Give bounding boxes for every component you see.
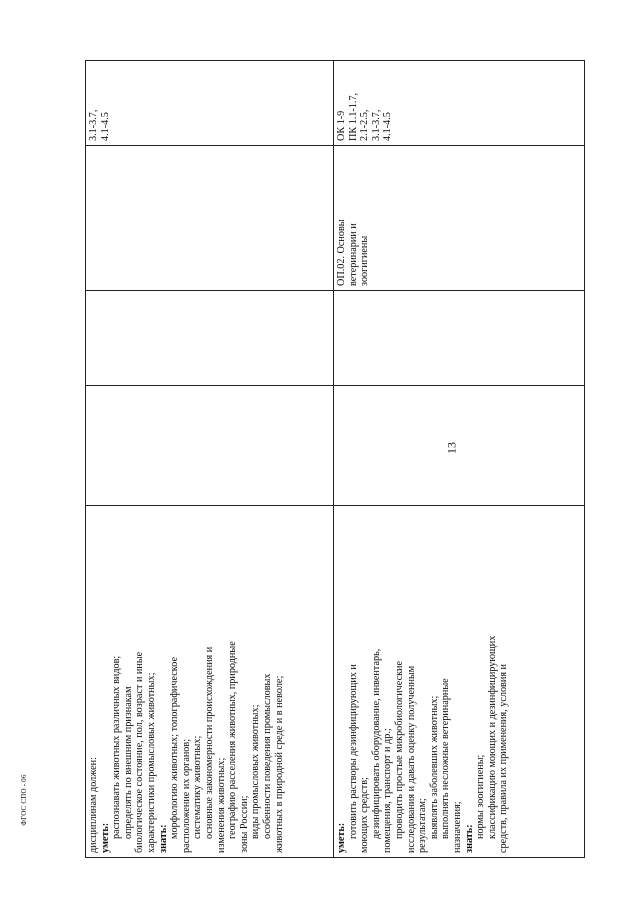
table-divider-horizontal (85, 290, 585, 291)
competency-line: 2.1-2.5, (359, 109, 371, 141)
row1-competencies (88, 61, 111, 141)
competency-line: ОК 1-9 (336, 110, 347, 141)
table-divider-horizontal (85, 385, 585, 386)
content-line: виды промысловых животных; (250, 704, 262, 839)
content-line: моющих средств; (359, 777, 371, 853)
competency-line: 4.1-4.5 (99, 112, 111, 141)
row2-content (336, 508, 510, 853)
table-divider-vertical (333, 60, 334, 858)
content-line: географию расселения животных, природные (227, 641, 239, 839)
content-line: морфологию животных; топографическое (169, 657, 181, 839)
content-line: основные закономерности происхождения и (203, 646, 215, 839)
row2-competencies (336, 61, 394, 141)
content-line: классификацию моющих и дезинфицирующих (486, 635, 498, 839)
content-line: результатам; (417, 798, 429, 853)
content-line: уметь: (99, 822, 111, 853)
content-line: исследования и давать оценку полученным (405, 665, 417, 853)
content-line: расположение их органов; (180, 738, 192, 853)
content-line: знать: (157, 824, 169, 853)
content-line: уметь: (336, 822, 347, 853)
discipline-line: ветеринарии и (347, 223, 359, 286)
competency-line: 3.1-3.7, (370, 109, 382, 141)
page-number: 13 (444, 442, 459, 454)
content-line: характеристики промысловых животных; (145, 672, 157, 853)
content-line: проводить простые микробиологические (393, 660, 405, 839)
content-line: биологическое состояние, пол, возраст и иные (134, 651, 146, 853)
content-line: изменения животных; (215, 757, 227, 853)
content-line: систематику животных; (192, 735, 204, 839)
content-line: помещения, транспорт и др.; (382, 728, 394, 853)
content-line: выявлять заболевших животных; (428, 695, 440, 839)
content-line: знать: (463, 824, 475, 853)
content-line: нормы зоогигиены; (475, 754, 487, 839)
competency-line: 4.1-4.5 (382, 112, 394, 141)
content-line: определять по внешним признакам (122, 686, 134, 839)
table-divider-horizontal (85, 145, 585, 146)
competency-line: 3.1-3.7, (88, 109, 99, 141)
content-line: дисциплинам должен: (88, 757, 99, 853)
row2-discipline (336, 146, 371, 286)
content-line: средств, правила их применения, условия и (498, 663, 510, 853)
content-line: выполнять несложные ветеринарные (440, 678, 452, 839)
content-line: особенности поведения промысловых (261, 673, 273, 839)
content-line: готовить растворы дезинфицирующих и (347, 664, 359, 839)
table-divider-horizontal (85, 505, 585, 506)
row1-content (88, 508, 285, 853)
content-line: дезинфицировать оборудование, инвентарь, (370, 648, 382, 839)
content-line: распознавать животных различных видов; (111, 655, 123, 839)
discipline-line: ОП.02. Основы (336, 219, 347, 286)
content-line: назначения; (451, 801, 463, 853)
content-line: животных в природной среде и в неволе; (273, 675, 285, 853)
discipline-line: зоогигиены (359, 235, 371, 286)
content-line: зоны России; (238, 795, 250, 853)
competency-line: ПК 1.1-1.7, (347, 92, 359, 141)
footer-code: ФГОС СПО - 06 (20, 774, 28, 826)
